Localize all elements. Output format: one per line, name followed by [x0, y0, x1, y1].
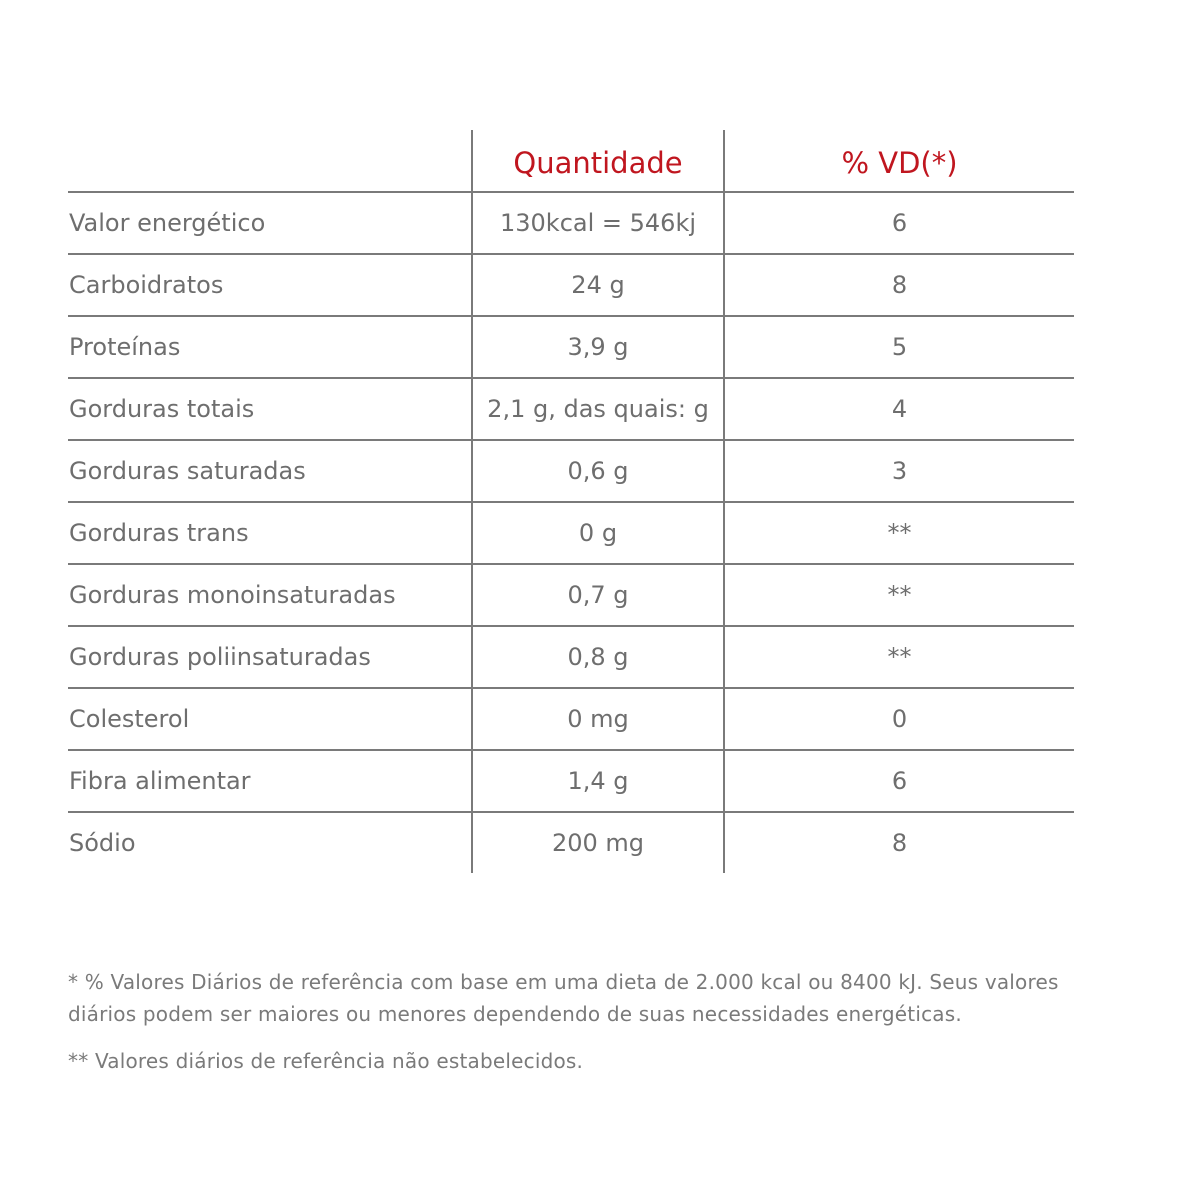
nutrient-name: Sódio [69, 829, 136, 857]
table-row [68, 627, 1074, 689]
nutrient-quantity: 0,8 g [471, 627, 723, 687]
footnote-daily-values: * % Valores Diários de referência com base em uma dieta de 2.000 kcal ou 8400 kJ. Seus valores diários podem ser maiores ou menores dependendo de suas necessidades energéticas. [68, 970, 1059, 1026]
nutrient-quantity: 1,4 g [471, 751, 723, 811]
nutrient-daily-value: 6 [723, 193, 1074, 253]
nutrient-daily-value: 8 [723, 255, 1074, 315]
table-row [68, 565, 1074, 627]
nutrient-quantity: 2,1 g, das quais: g [471, 379, 723, 439]
header-quantity: Quantidade [471, 130, 723, 191]
table-row [68, 255, 1074, 317]
nutrient-name: Gorduras monoinsaturadas [69, 581, 396, 609]
nutrient-daily-value: ** [723, 565, 1074, 625]
table-header-row [68, 130, 1074, 193]
nutrient-daily-value: ** [723, 627, 1074, 687]
nutrient-name: Valor energético [69, 209, 266, 237]
nutrient-daily-value: 0 [723, 689, 1074, 749]
header-nutrient [68, 130, 471, 191]
table-row [68, 751, 1074, 813]
nutrition-table [68, 130, 1074, 873]
nutrient-name: Gorduras saturadas [69, 457, 306, 485]
nutrient-daily-value: 6 [723, 751, 1074, 811]
nutrient-name: Fibra alimentar [69, 767, 251, 795]
nutrient-daily-value: 4 [723, 379, 1074, 439]
table-row [68, 379, 1074, 441]
nutrient-quantity: 0,6 g [471, 441, 723, 501]
nutrient-name: Proteínas [69, 333, 181, 361]
nutrient-quantity: 200 mg [471, 813, 723, 873]
nutrient-quantity: 0,7 g [471, 565, 723, 625]
nutrient-quantity: 0 g [471, 503, 723, 563]
nutrient-quantity: 130kcal = 546kj [471, 193, 723, 253]
nutrient-daily-value: ** [723, 503, 1074, 563]
footnote-not-established: ** Valores diários de referência não estabelecidos. [68, 1049, 584, 1073]
nutrient-quantity: 24 g [471, 255, 723, 315]
table-row [68, 503, 1074, 565]
table-row [68, 813, 1074, 873]
nutrient-name: Gorduras totais [69, 395, 255, 423]
nutrient-daily-value: 8 [723, 813, 1074, 873]
header-daily-value: % VD(*) [723, 130, 1074, 191]
table-row [68, 689, 1074, 751]
table-row [68, 193, 1074, 255]
nutrient-name: Gorduras poliinsaturadas [69, 643, 371, 671]
nutrient-name: Colesterol [69, 705, 190, 733]
nutrient-daily-value: 3 [723, 441, 1074, 501]
nutrient-quantity: 0 mg [471, 689, 723, 749]
nutrient-daily-value: 5 [723, 317, 1074, 377]
nutrient-name: Carboidratos [69, 271, 224, 299]
table-row [68, 317, 1074, 379]
nutrient-quantity: 3,9 g [471, 317, 723, 377]
table-row [68, 441, 1074, 503]
nutrient-name: Gorduras trans [69, 519, 249, 547]
footnotes [68, 966, 1078, 1092]
